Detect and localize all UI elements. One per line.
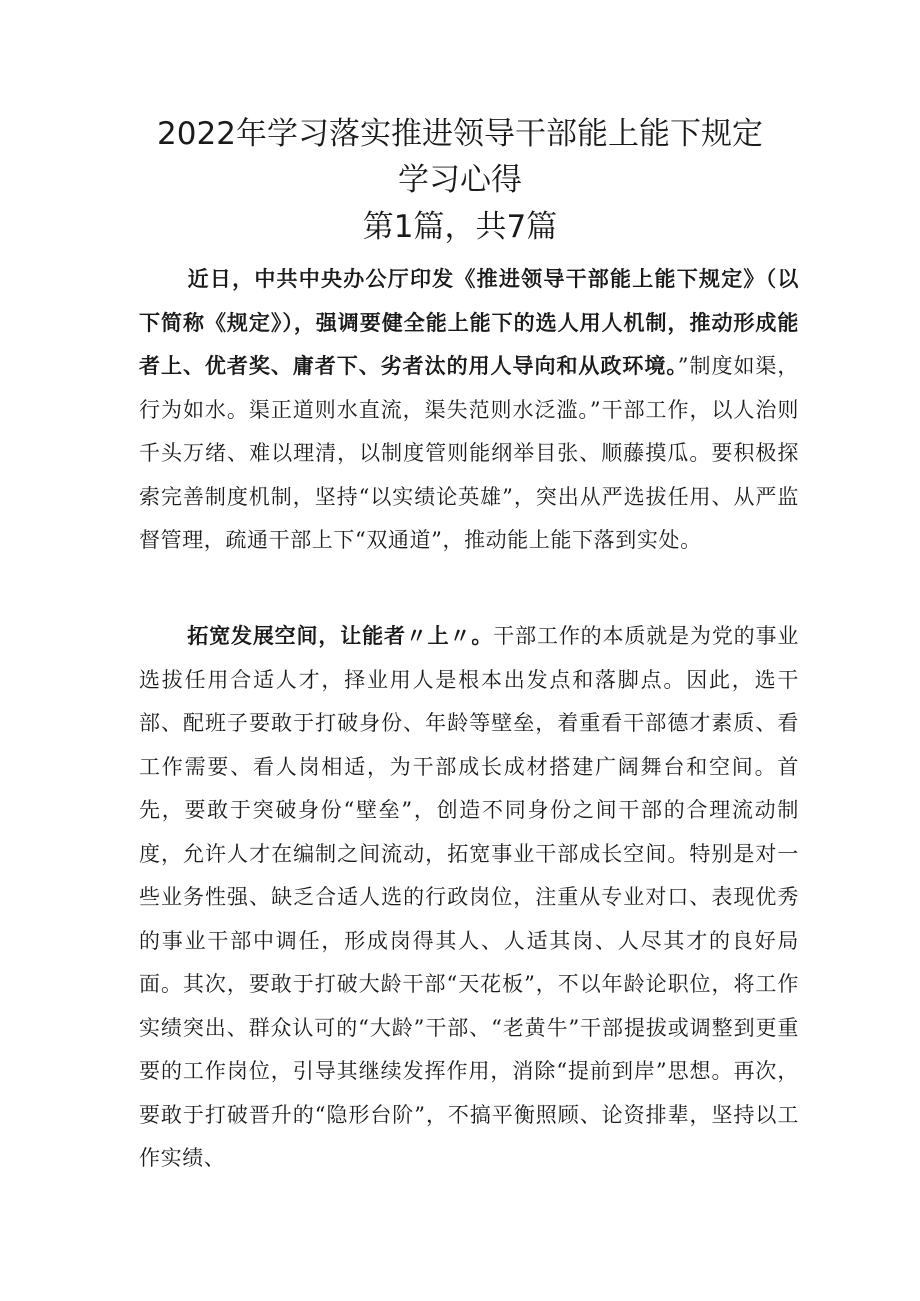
paragraph-1-lead: 近日，中共中央办公厅印发《推进领导干部能上能下规定》（以下简称《规定》），强调要健全能上能下的选人用人机制，推动形成能者上、优者奖、庸者下、劣者汰的用人导向和从政环境。 [139, 267, 799, 378]
paragraph-2 [139, 615, 799, 1181]
document-title-line2: 学习心得 [398, 162, 522, 198]
paragraph-2-body: 干部工作的本质就是为党的事业选拔任用合适人才，择业用人是根本出发点和落脚点。因此，选干部、配班子要敢于打破身份、年龄等壁垒，着重看干部德才素质、看工作需要、看人岗相适，为干部成长成材搭建广阔舞台和空间。首先，要敢于突破身份“壁垒”，创造不同身份之间干部的合理流动制度，允许人才在编制之间流动，拓宽事业干部成长空间。特别是对一些业务性强、缺乏合适人选的行政岗位，注重从专业对口、表现优秀的事业干部中调任，形成岗得其人、人适其岗、人尽其才的良好局面。其次，要敢于打破大龄干部“天花板”，不以年龄论职位，将工作实绩突出、群众认可的“大龄”干部、“老黄牛”干部提拔或调整到更重要的工作岗位，引导其继续发挥作用，消除“提前到岸”思想。再次，要敢于打破晋升的“隐形台阶”，不搞平衡照顾、论资排辈，坚持以工作实绩、 [139, 624, 799, 1170]
paragraph-2-lead: 拓宽发展空间，让能者〃上〃。 [187, 624, 494, 648]
document-part-indicator: 第1篇，共7篇 [362, 209, 558, 245]
paragraph-1-body: ”制度如渠，行为如水。渠正道则水直流，渠失范则水泛滥。”干部工作，以人治则千头万绪、难以理清，以制度管则能纲举目张、顺藤摸瓜。要积极探索完善制度机制，坚持“以实绩论英雄”，突出从严选拔任用、从严监督管理，疏通干部上下“双通道”，推动能上能下落到实处。 [139, 354, 799, 552]
document-title-line1: 2022年学习落实推进领导干部能上能下规定 [157, 116, 763, 152]
paragraph-1 [139, 258, 799, 563]
